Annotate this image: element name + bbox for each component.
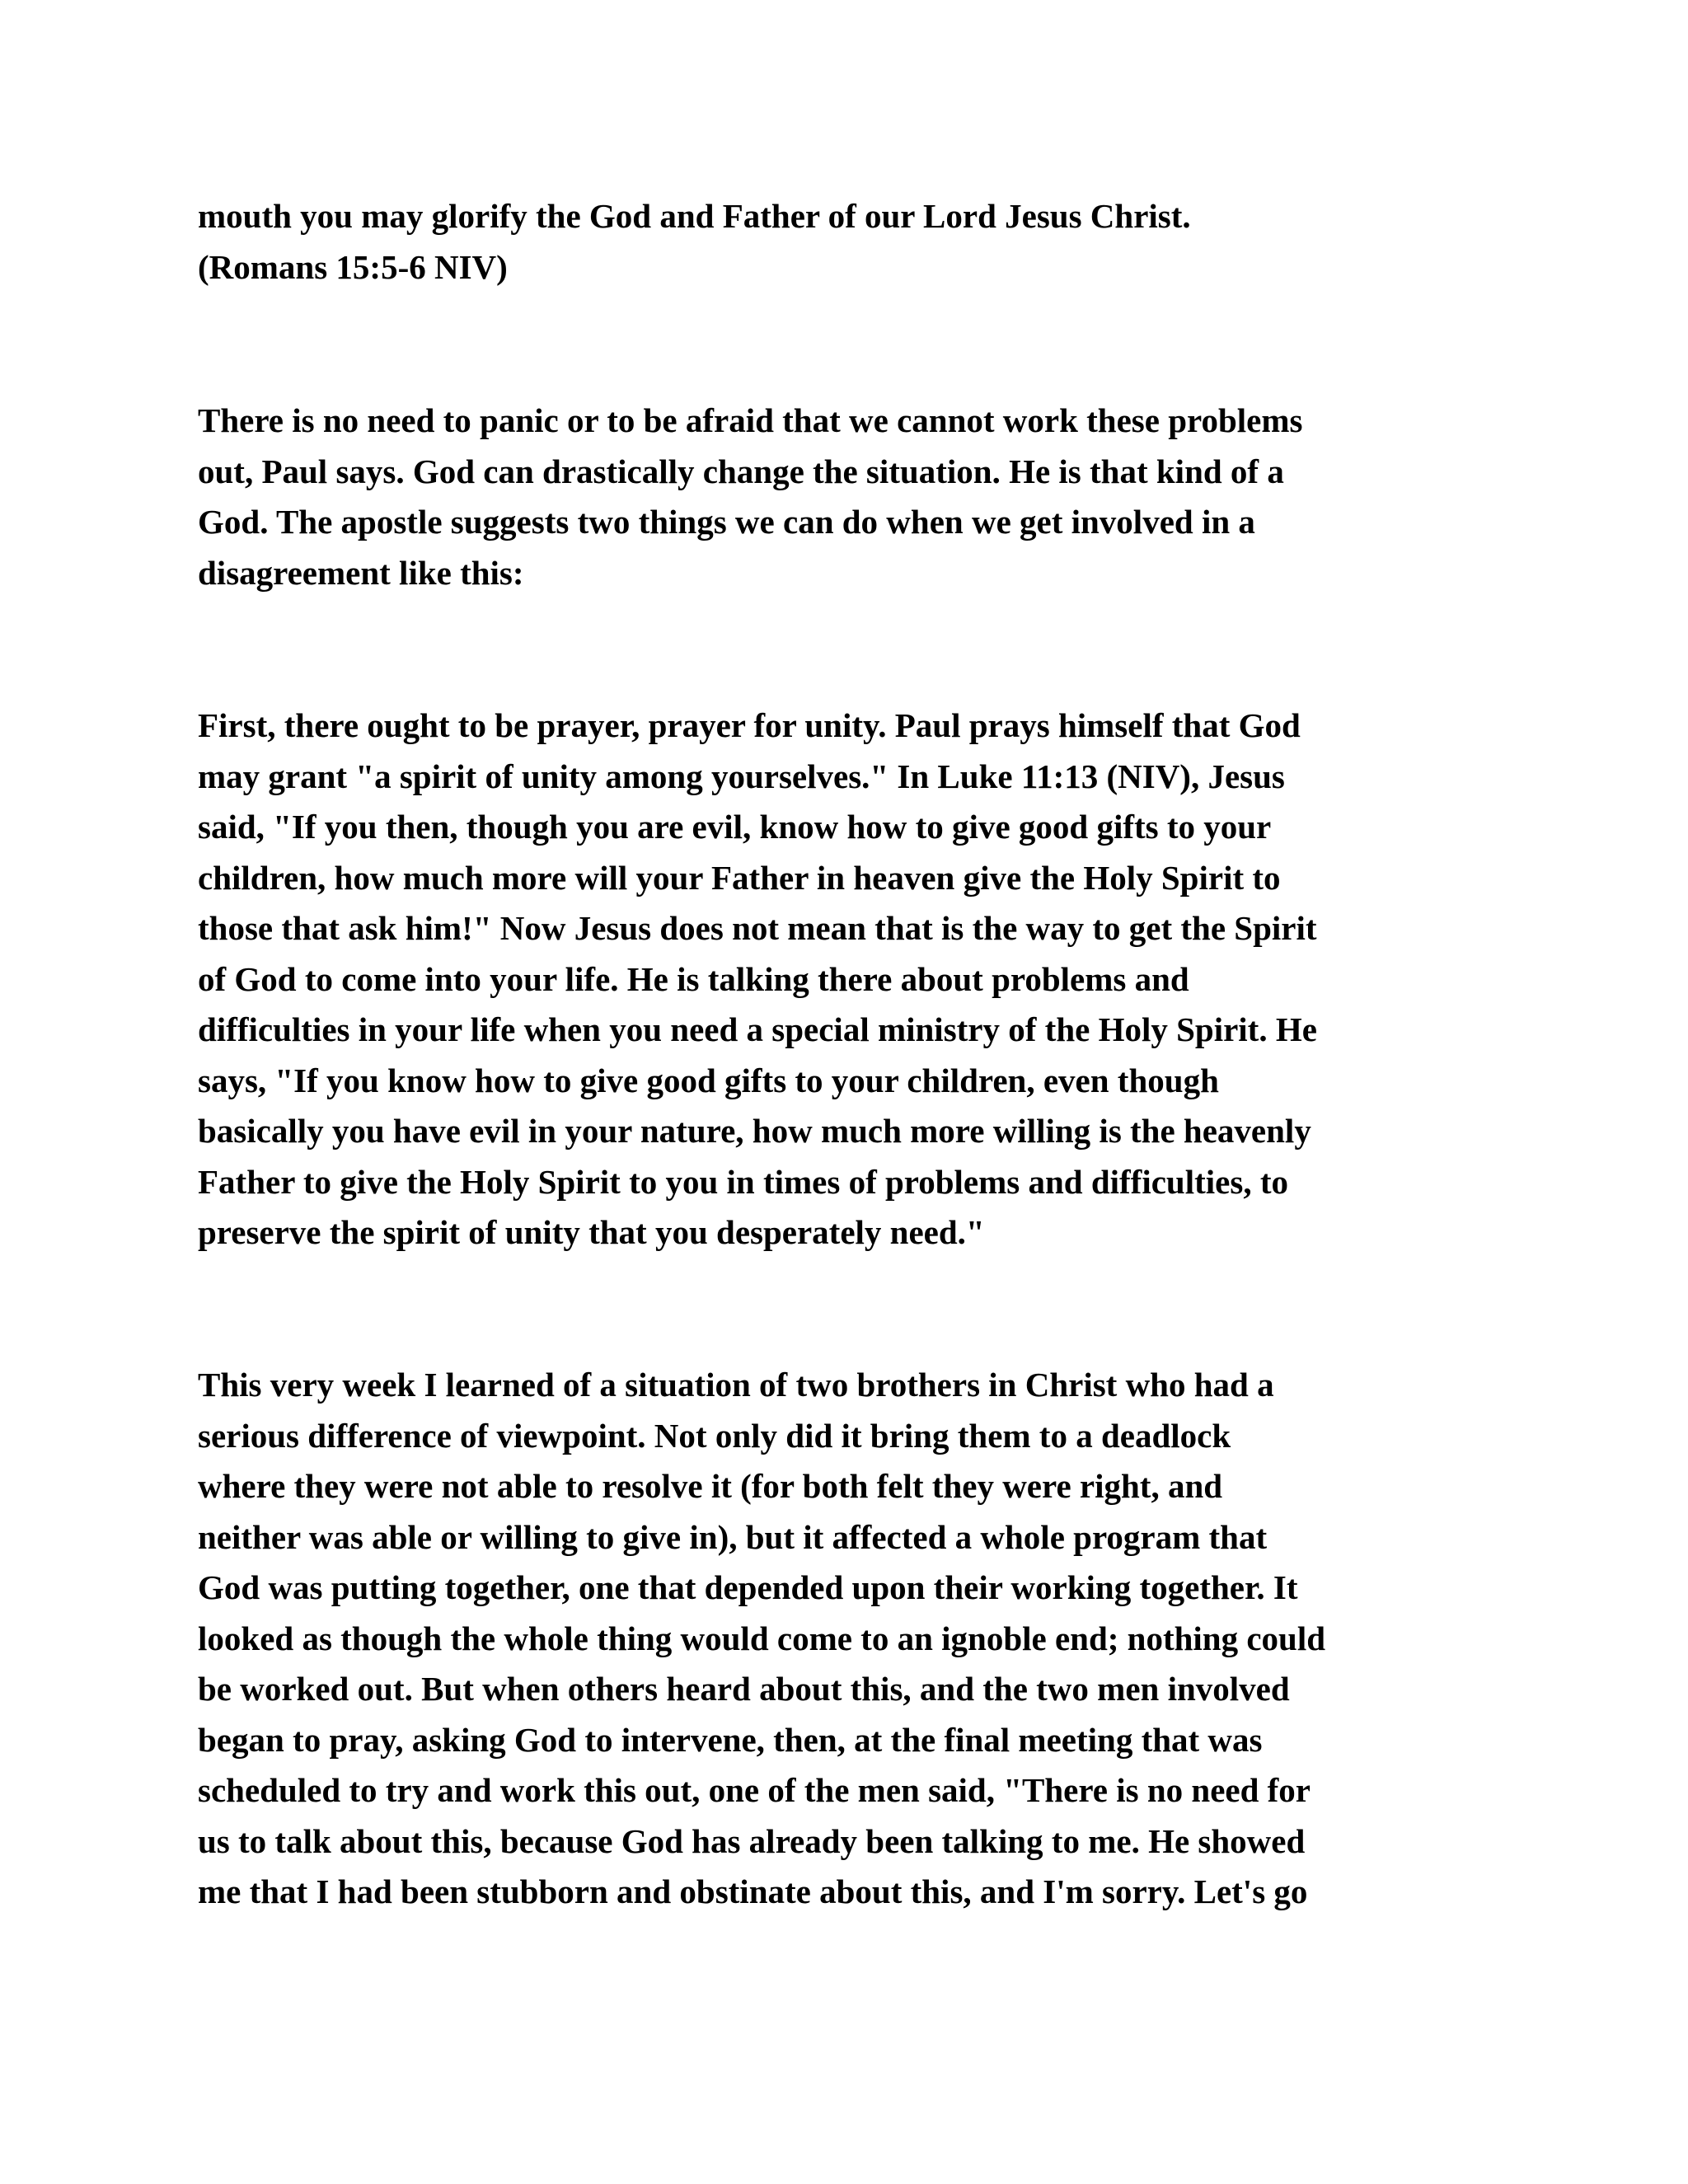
text-line: looked as though the whole thing would come to an ignoble end; nothing could [198, 1619, 1326, 1657]
text-line: began to pray, asking God to intervene, then, at the final meeting that was [198, 1720, 1263, 1759]
paragraph-romans-quote-end [198, 191, 1500, 293]
text-line: This very week I learned of a situation of two brothers in Christ who had a [198, 1366, 1274, 1404]
paragraph-prayer-for-unity [198, 701, 1500, 1258]
text-line: God. The apostle suggests two things we can do when we get involved in a [198, 503, 1255, 541]
paragraph-two-brothers-story [198, 1360, 1500, 1918]
text-line: (Romans 15:5-6 NIV) [198, 247, 508, 286]
text-line: be worked out. But when others heard about this, and the two men involved [198, 1670, 1290, 1708]
text-line: may grant "a spirit of unity among yourselves." In Luke 11:13 (NIV), Jesus [198, 757, 1285, 795]
text-line: us to talk about this, because God has already been talking to me. He showed [198, 1821, 1306, 1860]
text-line: scheduled to try and work this out, one of the men said, "There is no need for [198, 1771, 1311, 1809]
text-line: says, "If you know how to give good gifts to your children, even though [198, 1061, 1219, 1099]
text-line: out, Paul says. God can drastically change the situation. He is that kind of a [198, 452, 1284, 490]
text-line: preserve the spirit of unity that you desperately need." [198, 1213, 985, 1251]
paragraph-no-need-to-panic [198, 396, 1500, 598]
text-line: those that ask him!" Now Jesus does not mean that is the way to get the Spirit [198, 909, 1317, 947]
text-line: of God to come into your life. He is talking there about problems and [198, 959, 1189, 998]
text-line: First, there ought to be prayer, prayer for unity. Paul prays himself that God [198, 706, 1301, 744]
text-line: neither was able or willing to give in), but it affected a whole program that [198, 1517, 1268, 1556]
text-line: Father to give the Holy Spirit to you in times of problems and difficulties, to [198, 1162, 1288, 1201]
text-line: said, "If you then, though you are evil, know how to give good gifts to your [198, 808, 1272, 846]
text-line: mouth you may glorify the God and Father of our Lord Jesus Christ. [198, 197, 1191, 235]
text-line: serious difference of viewpoint. Not only did it bring them to a deadlock [198, 1416, 1231, 1455]
text-line: difficulties in your life when you need a special ministry of the Holy Spirit. He [198, 1010, 1317, 1048]
text-line: There is no need to panic or to be afraid that we cannot work these problems [198, 401, 1303, 439]
text-line: God was putting together, one that depended upon their working together. It [198, 1568, 1298, 1606]
text-line: basically you have evil in your nature, how much more willing is the heavenly [198, 1112, 1311, 1150]
text-line: me that I had been stubborn and obstinate about this, and I'm sorry. Let's go [198, 1872, 1308, 1910]
text-line: children, how much more will your Father in heaven give the Holy Spirit to [198, 858, 1281, 897]
text-line: where they were not able to resolve it (for both felt they were right, and [198, 1467, 1223, 1505]
text-line: disagreement like this: [198, 553, 524, 592]
